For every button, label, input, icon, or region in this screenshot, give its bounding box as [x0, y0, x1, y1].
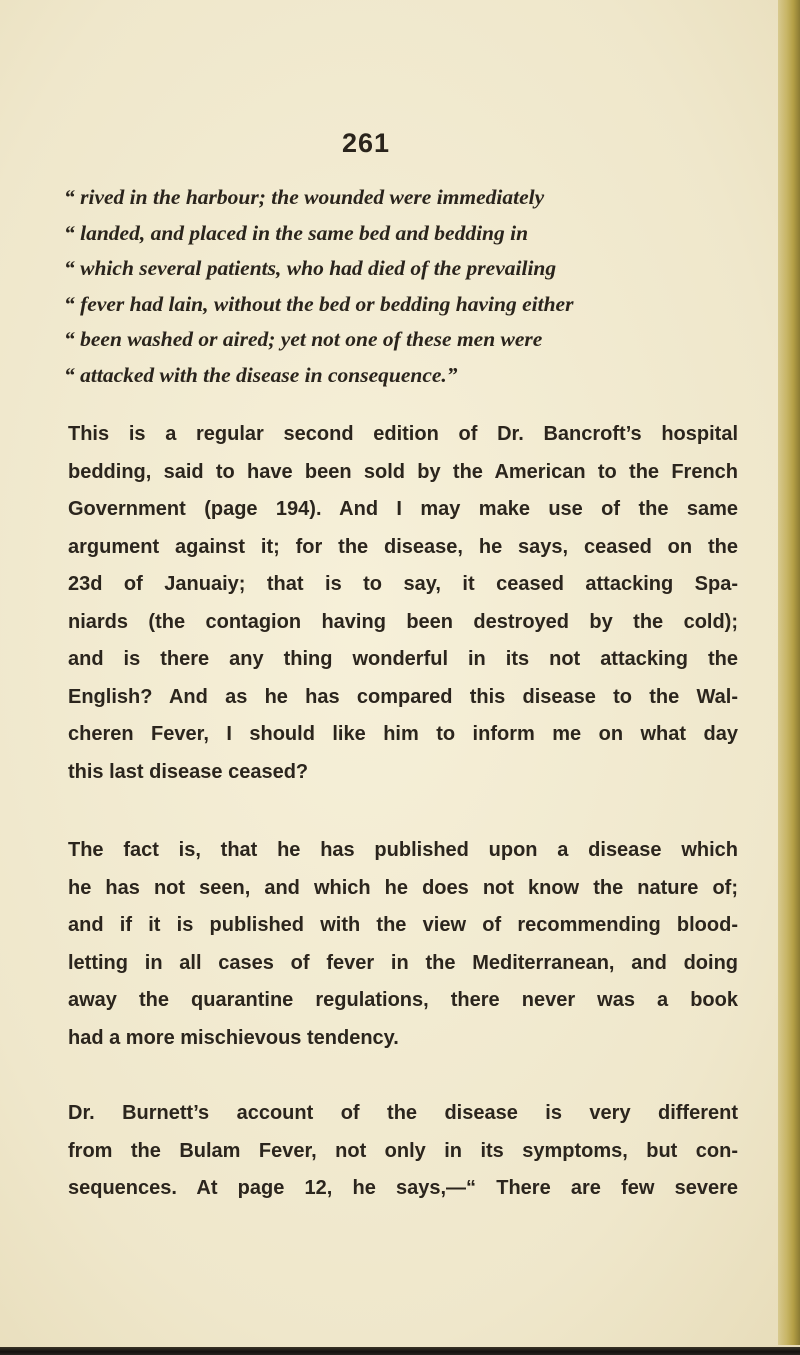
quote-line: “ fever had lain, without the bed or bedding having either	[64, 291, 574, 316]
paragraph-burnett-account	[68, 1095, 738, 1208]
quote-line: “ landed, and placed in the same bed and bedding in	[64, 220, 529, 245]
quoted-passage	[64, 180, 744, 393]
text-line: niards (the contagion having been destroyed by the cold);	[68, 610, 738, 633]
text-line: Dr. Burnett’s account of the disease is very different	[68, 1102, 738, 1124]
text-line: had a more mischievous tendency.	[68, 1026, 399, 1049]
page-number: 261	[341, 128, 391, 158]
page-edge-bottom	[0, 1347, 800, 1355]
text-line: The fact is, that he has published upon a disease which	[68, 839, 738, 861]
text-line: he has not seen, and which he does not know the nature of;	[68, 876, 738, 899]
text-line: English? And as he has compared this disease to the Wal-	[68, 685, 738, 708]
text-line: cheren Fever, I should like him to inform me on what day	[68, 723, 738, 745]
quote-line: “ which several patients, who had died of the prevailing	[64, 256, 557, 280]
text-line: Government (page 194). And I may make use of the same	[68, 498, 738, 520]
text-line: sequences. At page 12, he says,—“ There are few severe	[68, 1177, 738, 1199]
text-line: letting in all cases of fever in the Mediterranean, and doing	[68, 951, 738, 974]
text-line: away the quarantine regulations, there never was a book	[68, 989, 738, 1011]
text-line: 23d of Januaiy; that is to say, it ceased attacking Spa-	[68, 573, 738, 595]
quote-line: “ attacked with the disease in consequence.”	[64, 362, 458, 387]
text-line: argument against it; for the disease, he says, ceased on the	[68, 535, 738, 558]
text-line: and if it is published with the view of recommending blood-	[68, 914, 738, 936]
quote-line: “ rived in the harbour; the wounded were immediately	[64, 185, 545, 209]
paragraph-bancroft-bedding	[68, 416, 738, 791]
text-line: and is there any thing wonderful in its not attacking the	[68, 648, 738, 670]
paragraph-published-book	[68, 832, 738, 1057]
text-line: bedding, said to have been sold by the American to the French	[68, 460, 738, 483]
text-line: from the Bulam Fever, not only in its symptoms, but con-	[68, 1139, 738, 1162]
quote-line: “ been washed or aired; yet not one of these men were	[64, 327, 543, 351]
page-edge-right	[778, 0, 800, 1345]
text-line: This is a regular second edition of Dr. Bancroft’s hospital	[68, 423, 738, 445]
text-line: this last disease ceased?	[68, 760, 309, 783]
